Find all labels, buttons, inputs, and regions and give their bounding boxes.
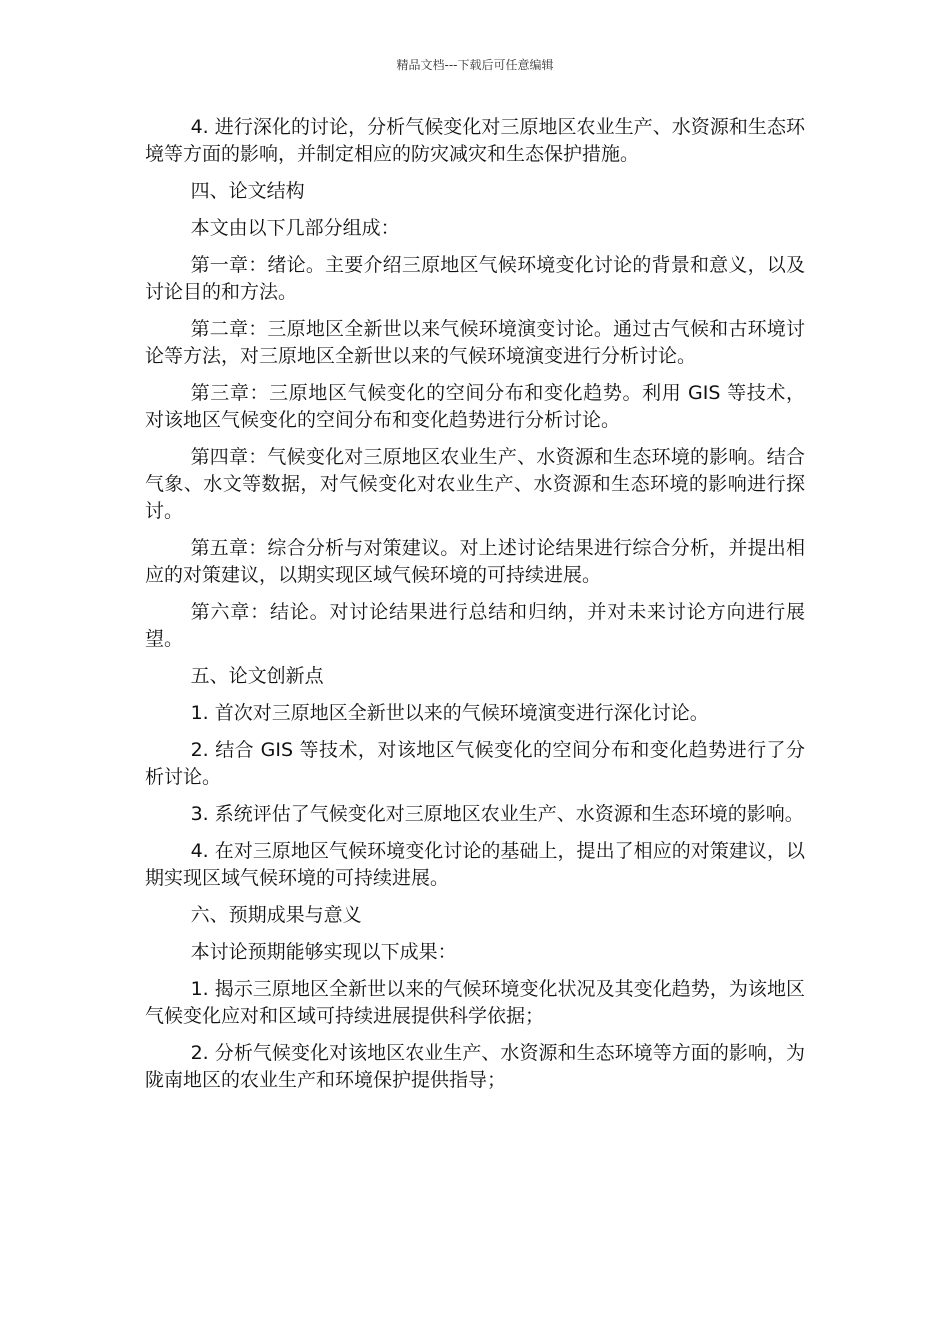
paragraph-chapter-4: 第四章：气候变化对三原地区农业生产、水资源和生态环境的影响。结合气象、水文等数据，对气候变化对农业生产、水资源和生态环境的影响进行探讨。 (145, 446, 805, 522)
paragraph: 本讨论预期能够实现以下成果： (190, 941, 457, 963)
section-heading-expected-results: 六、预期成果与意义 (190, 904, 362, 926)
paragraph-item-4: 4. 进行深化的讨论，分析气候变化对三原地区农业生产、水资源和生态环境等方面的影响，并制定相应的防灾减灾和生态保护措施。 (145, 116, 805, 165)
paragraph-chapter-3: 第三章：三原地区气候变化的空间分布和变化趋势。利用 GIS 等技术，对该地区气候变化的空间分布和变化趋势进行分析讨论。 (145, 382, 805, 431)
innovation-item-4: 4. 在对三原地区气候环境变化讨论的基础上，提出了相应的对策建议，以期实现区域气候环境的可持续进展。 (145, 840, 805, 889)
section-heading-innovation: 五、论文创新点 (190, 665, 324, 687)
innovation-item-2: 2. 结合 GIS 等技术，对该地区气候变化的空间分布和变化趋势进行了分析讨论。 (145, 739, 805, 788)
page-header: 精品文档---下载后可任意编辑 (396, 58, 554, 72)
result-item-2: 2. 分析气候变化对该地区农业生产、水资源和生态环境等方面的影响，为陇南地区的农业生产和环境保护提供指导； (145, 1042, 805, 1091)
paragraph-chapter-2: 第二章：三原地区全新世以来气候环境演变讨论。通过古气候和古环境讨论等方法，对三原地区全新世以来的气候环境演变进行分析讨论。 (145, 318, 805, 367)
paragraph-chapter-1: 第一章：绪论。主要介绍三原地区气候环境变化讨论的背景和意义，以及讨论目的和方法。 (145, 254, 805, 303)
paragraph: 本文由以下几部分组成： (190, 217, 400, 239)
paragraph-chapter-6: 第六章：结论。对讨论结果进行总结和归纳，并对未来讨论方向进行展望。 (145, 601, 805, 650)
innovation-item-1: 1. 首次对三原地区全新世以来的气候环境演变进行深化讨论。 (190, 702, 709, 724)
paragraph-chapter-5: 第五章：综合分析与对策建议。对上述讨论结果进行综合分析，并提出相应的对策建议，以期实现区域气候环境的可持续进展。 (145, 537, 805, 586)
innovation-item-3: 3. 系统评估了气候变化对三原地区农业生产、水资源和生态环境的影响。 (190, 803, 804, 825)
section-heading-structure: 四、论文结构 (190, 180, 305, 202)
result-item-1: 1. 揭示三原地区全新世以来的气候环境变化状况及其变化趋势，为该地区气候变化应对和区域可持续进展提供科学依据； (145, 978, 805, 1027)
document-body (145, 114, 805, 1104)
